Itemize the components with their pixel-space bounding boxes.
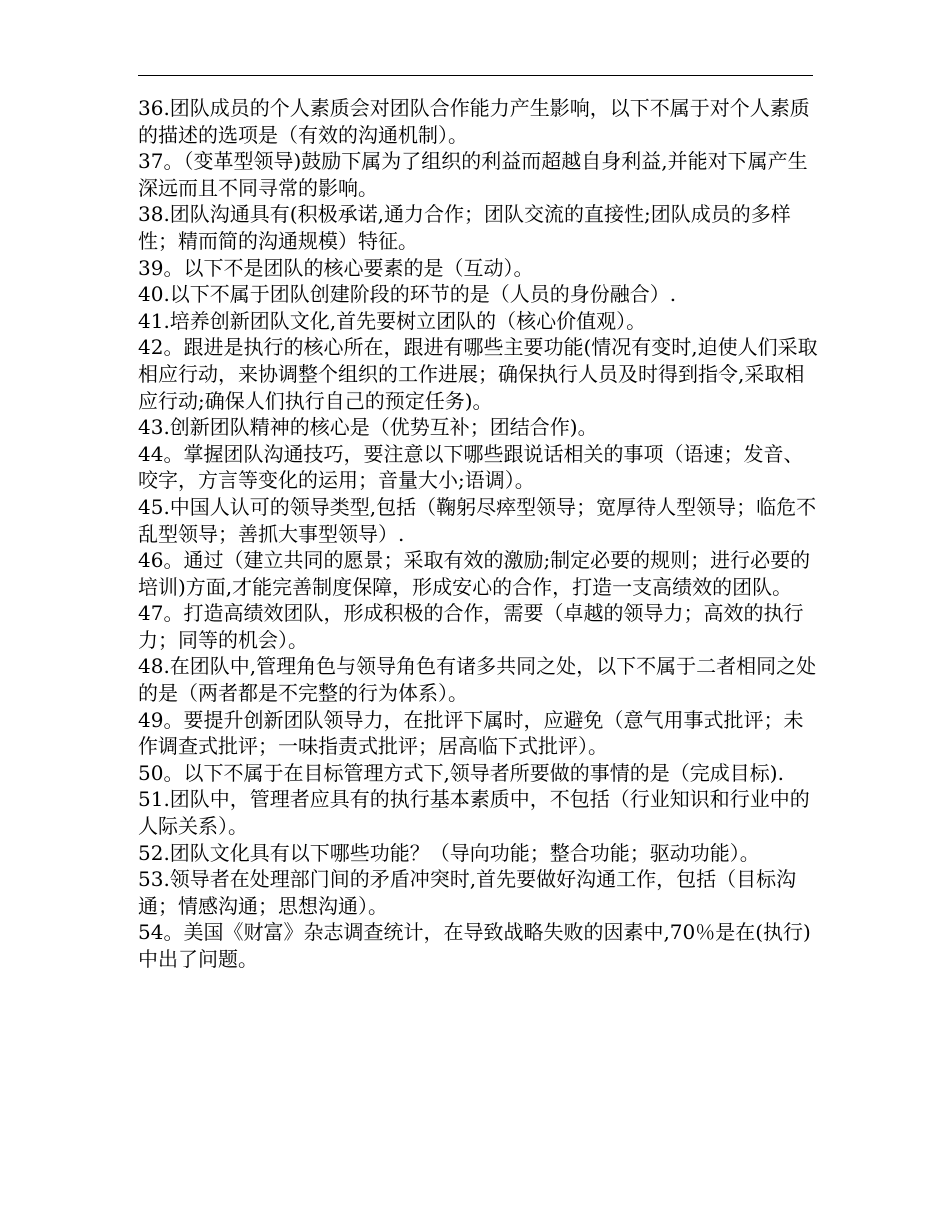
question-48: 48.在团队中,管理角色与领导角色有诸多共同之处，以下不属于二者相同之处的是（两者都是不完整的行为体系）。 <box>138 654 817 706</box>
question-36: 36.团队成员的个人素质会对团队合作能力产生影响，以下不属于对个人素质的描述的选项是（有效的沟通机制）。 <box>138 96 810 147</box>
question-42: 42。跟进是执行的核心所在，跟进有哪些主要功能(情况有变时,迫使人们采取相应行动，来协调整个组织的工作进展；确保执行人员及时得到指令,采取相应行动;确保人们执行自己的预定任务)。 <box>138 335 818 413</box>
question-50: 50。以下不属于在目标管理方式下,领导者所要做的事情的是（完成目标). <box>138 760 784 785</box>
question-51: 51.团队中，管理者应具有的执行基本素质中，不包括（行业知识和行业中的人际关系）。 <box>138 787 810 839</box>
question-46: 46。通过（建立共同的愿景；采取有效的激励;制定必要的规则；进行必要的培训)方面,才能完善制度保障，形成安心的合作，打造一支高绩效的团队。 <box>138 548 811 599</box>
question-47: 47。打造高绩效团队，形成积极的合作，需要（卓越的领导力；高效的执行力；同等的机会）。 <box>138 601 804 652</box>
question-43: 43.创新团队精神的核心是（优势互补；团结合作)。 <box>138 415 598 440</box>
header-rule <box>138 75 813 76</box>
question-39: 39。以下不是团队的核心要素的是（互动）。 <box>138 255 534 280</box>
question-53: 53.领导者在处理部门间的矛盾冲突时,首先要做好沟通工作，包括（目标沟通；情感沟通；思想沟通）。 <box>138 867 797 918</box>
document-body <box>138 95 818 973</box>
question-54: 54。美国《财富》杂志调查统计，在导致战略失败的因素中,70％是在(执行)中出了问题。 <box>138 920 811 971</box>
question-52: 52.团队文化具有以下哪些功能？（导向功能；整合功能；驱动功能）。 <box>138 840 760 865</box>
question-41: 41.培养创新团队文化,首先要树立团队的（核心价值观）。 <box>138 308 647 333</box>
question-44: 44。掌握团队沟通技巧，要注意以下哪些跟说话相关的事项（语速；发音、咬字，方言等变化的运用；音量大小;语调）。 <box>138 441 804 493</box>
question-45: 45.中国人认可的领导类型,包括（鞠躬尽瘁型领导；宽厚待人型领导；临危不乱型领导；善抓大事型领导）. <box>138 494 817 546</box>
question-38: 38.团队沟通具有(积极承诺,通力合作；团队交流的直接性;团队成员的多样性；精而简的沟通规模）特征。 <box>138 202 791 253</box>
question-49: 49。要提升创新团队领导力，在批评下属时，应避免（意气用事式批评；未作调查式批评；一味指责式批评；居高临下式批评）。 <box>138 707 804 759</box>
question-37: 37。（变革型领导)鼓励下属为了组织的利益而超越自身利益,并能对下属产生深远而且不同寻常的影响。 <box>138 149 808 200</box>
question-40: 40.以下不属于团队创建阶段的环节的是（人员的身份融合）. <box>138 282 677 307</box>
